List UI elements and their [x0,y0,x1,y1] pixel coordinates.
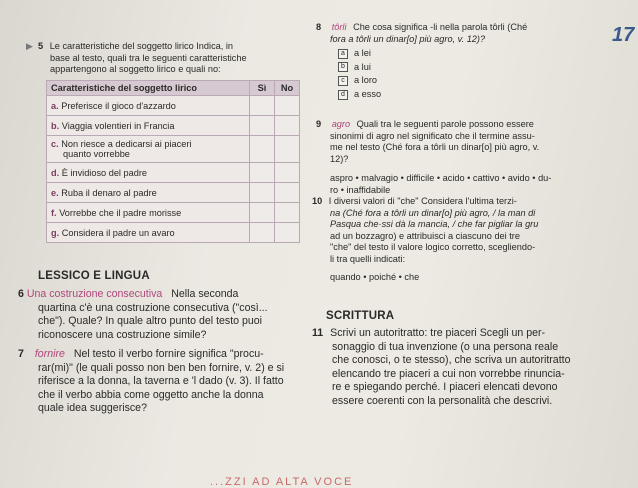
table-cell-text [47,223,250,243]
table-cell-text [47,96,250,116]
q10-line6: li tra quelli indicati: [330,253,406,264]
q6-term: Una costruzione consecutiva [26,288,163,300]
q7-line4: che il verbo abbia come oggetto anche la donna [38,388,264,401]
table-cell-text [47,163,250,183]
no-checkbox[interactable] [275,183,300,203]
row-text: Preferisce il gioco d'azzardo [61,100,176,111]
option-a[interactable] [338,48,381,60]
option-d[interactable] [338,89,381,101]
q11-line3: che conosci, o te stesso), che scriva un autoritratto [332,354,571,367]
q5-number: 5 [38,41,44,51]
q8-options [338,48,381,100]
row-letter: d. [51,167,60,178]
option-c[interactable] [338,75,381,87]
option-box[interactable]: d [338,90,348,100]
q9-line5: aspro • malvagio • difficile • acido • cattivo • avido • du- [330,173,552,184]
table-row [47,163,300,183]
table-header-row [47,81,300,96]
yes-checkbox[interactable] [250,223,275,243]
q10-line2: na (Ché fora a tôrli un dinar[o] più agro, / la man di [330,207,536,218]
row-text: Considera il padre un avaro [61,227,175,238]
table-row [47,183,300,203]
table-cell-text [47,136,250,163]
question-6 [18,288,310,342]
table-cell-text [47,183,250,203]
q8-number: 8 [316,22,322,32]
no-checkbox[interactable] [275,163,300,183]
row-letter: b. [51,120,60,131]
row-letter: f. [51,207,57,218]
q7-line2: rar(mi)" (le quali posso non ben ben fornire, v. 2) e si [38,361,285,374]
section-heading-scrittura: SCRITTURA [326,310,395,322]
option-box[interactable]: b [338,62,348,72]
row-text: Ruba il denaro al padre [61,187,157,198]
q8-line2: fora a tôrli un dinar[o] più agro, v. 12)? [330,33,486,44]
option-b[interactable] [338,62,381,74]
q9-line6: ro • inaffidabile [330,184,391,195]
row-text: Vorrebbe che il padre morisse [59,207,182,218]
q10-number: 10 [312,196,323,206]
q6-line3: che"). Quale? In quale altro punto del testo puoi [38,315,263,328]
section-heading-lessico: LESSICO E LINGUA [38,270,150,282]
no-checkbox[interactable] [275,96,300,116]
characteristics-table [46,80,300,243]
q10-line1: I diversi valori di "che" Considera l'ultima terzi- [328,196,517,206]
no-checkbox[interactable] [275,223,300,243]
yes-checkbox[interactable] [250,183,275,203]
q9-line3: me nel testo (Ché fora a tôrli un dinar[o] più agro, v. [330,142,540,153]
q8-line1-rest: Che cosa significa -li nella parola tôrli (Ché [353,22,528,32]
table-cell-text [47,203,250,223]
q9-term: agro [331,119,351,129]
q10-line3: Pasqua che·ssi dà la mancia, / che far pigliar la gru [330,219,539,230]
question-7 [18,348,316,416]
no-checkbox[interactable] [275,116,300,136]
q5-line1: Le caratteristiche del soggetto lirico Indica, in [49,41,234,51]
q8-term: tôrli [331,22,347,32]
question-9 [316,119,612,197]
footer-banner: ...ZZI AD ALTA VOCE [210,476,354,488]
table-row [47,223,300,243]
question-11 [312,327,628,409]
yes-checkbox[interactable] [250,116,275,136]
q11-line1: Scrivi un autoritratto: tre piaceri Scegli un per- [330,327,546,339]
row-text: È invidioso del padre [61,167,148,178]
q7-line1-rest: Nel testo il verbo fornire significa "procu- [73,348,264,360]
q5-line3: appartengono al soggetto lirico e quali no: [50,64,221,75]
option-label: a lui [354,61,371,72]
q11-line4: elencando tre piaceri a cui non vorrebbe rinuncia- [332,367,565,380]
q7-number: 7 [18,348,24,360]
yes-checkbox[interactable] [250,96,275,116]
q6-line1-rest: Nella seconda [171,288,239,300]
question-8 [316,22,606,45]
table-header-no: No [275,81,300,96]
table-row [47,96,300,116]
q11-line6: essere coerenti con la personalità che descrivi. [332,394,553,407]
q7-term: fornire [34,348,65,360]
table-header-characteristic: Caratteristiche del soggetto lirico [47,81,250,96]
table-cell-text [47,116,250,136]
question-5 [26,41,247,76]
option-box[interactable]: a [338,49,348,59]
page-number: 17 [612,24,635,46]
table-row [47,136,300,163]
yes-checkbox[interactable] [250,163,275,183]
no-checkbox[interactable] [275,136,300,163]
q10-line5: "che" del testo il valore logico corretto, scegliendo- [330,242,536,253]
q10-line7: quando • poiché • che [330,271,420,282]
row-letter: e. [51,187,59,198]
table-row [47,203,300,223]
q6-line4: riconoscere una costruzione simile? [38,328,207,341]
row-letter: g. [51,227,60,238]
q9-line1-rest: Quali tra le seguenti parole possono essere [356,119,534,129]
arrow-icon: ▶ [26,41,33,51]
table-header-yes: Sì [250,81,275,96]
no-checkbox[interactable] [275,203,300,223]
q9-line2: sinonimi di agro nel significato che il termine assu- [330,130,535,141]
q11-number: 11 [312,327,324,339]
yes-checkbox[interactable] [250,203,275,223]
q6-line2: quartina c'è una costruzione consecutiva ("così... [38,301,268,314]
q10-line4: ad un bozzagro) e attribuisci a ciascuno dei tre [330,230,520,241]
q7-line5: quale idea suggerisce? [38,402,147,415]
option-label: a loro [354,75,377,86]
q11-line5: re e spiegando perché. I piaceri elencati devono [332,381,558,394]
row-text-cont: quanto vorrebbe [63,149,130,159]
q5-line2: base al testo, quali tra le seguenti caratteristiche [50,52,247,63]
question-10 [312,196,616,283]
q6-number: 6 [18,288,24,300]
row-text: Viaggia volentieri in Francia [61,120,175,131]
q7-line3: riferisce a la donna, la taverna e 'l dado (v. 3). Il fatto [38,375,284,388]
q9-line4: 12)? [330,153,349,164]
yes-checkbox[interactable] [250,136,275,163]
row-text: Non riesce a dedicarsi ai piaceri [61,139,192,149]
option-label: a lei [354,48,371,58]
q9-number: 9 [316,119,322,129]
q11-line2: sonaggio di tua invenzione (o una persona reale [332,340,559,353]
row-letter: c. [51,139,59,149]
option-box[interactable]: c [338,76,348,86]
row-letter: a. [51,100,59,111]
option-label: a esso [354,88,382,99]
table-row [47,116,300,136]
